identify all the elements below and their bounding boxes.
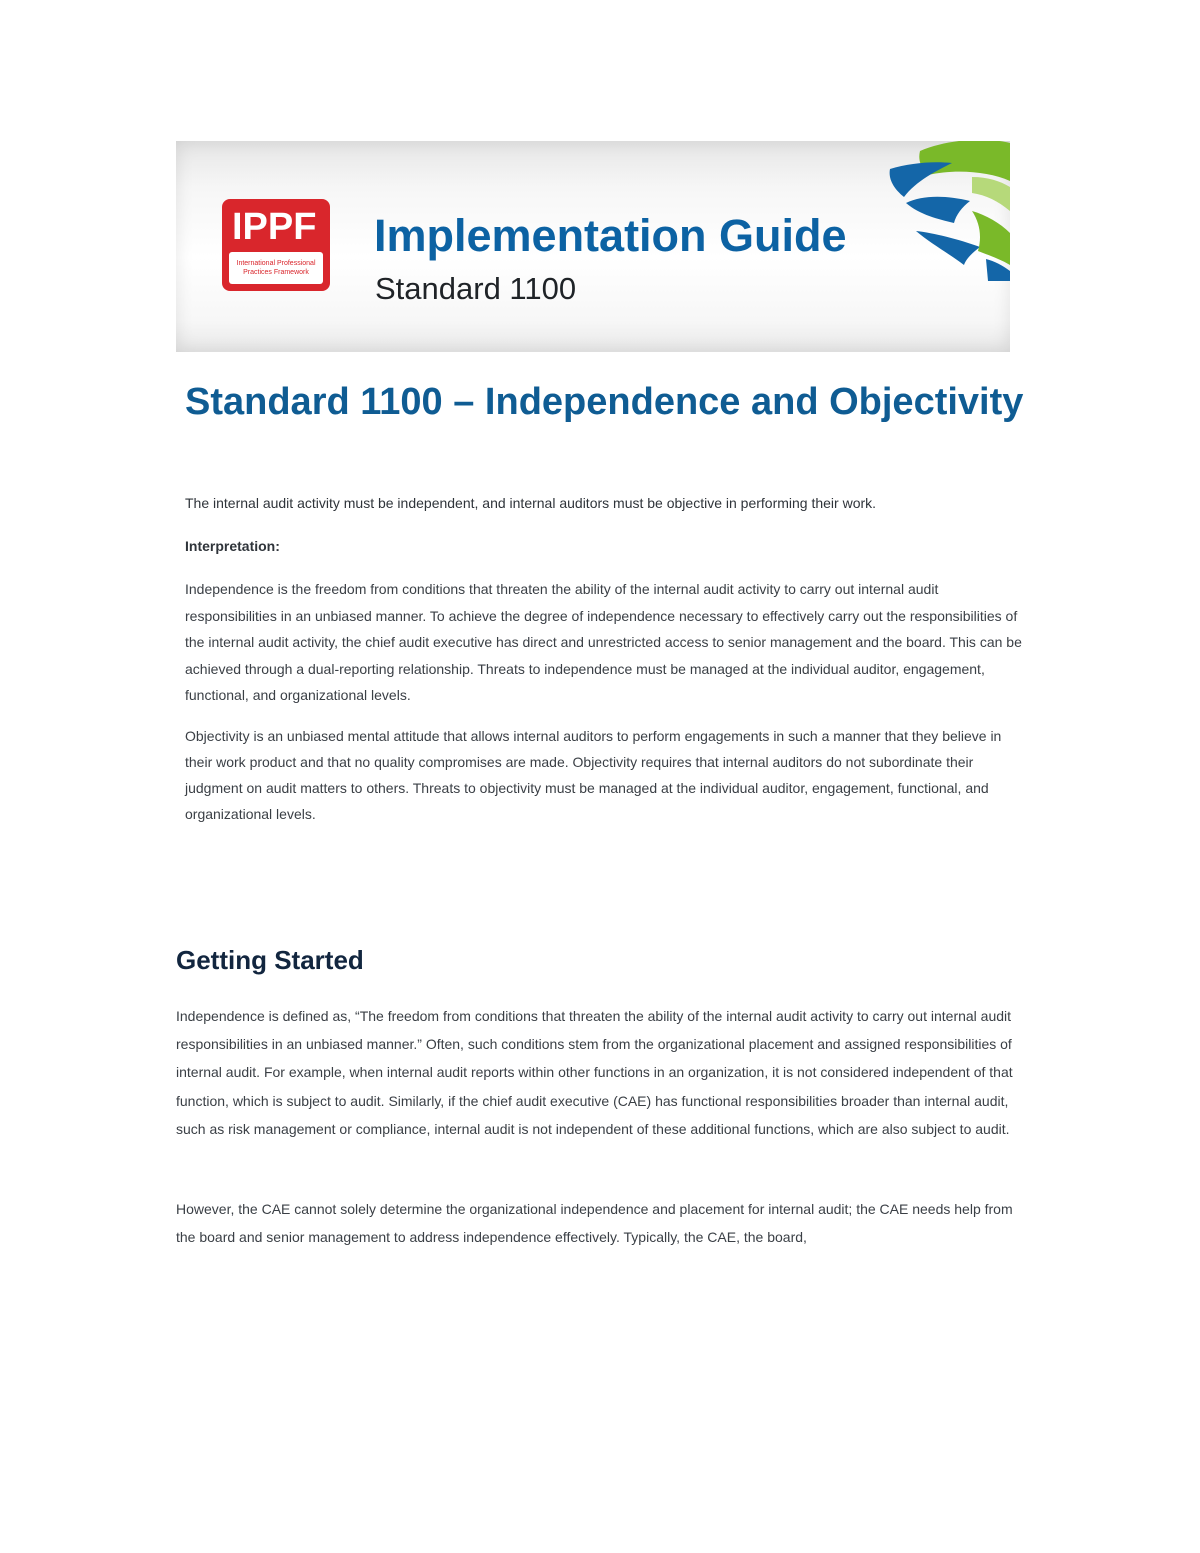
banner-title: Implementation Guide xyxy=(374,210,847,261)
header-banner xyxy=(176,141,1010,352)
blue-stripe-1-shape xyxy=(890,162,952,197)
getting-started-paragraph-1: Independence is defined as, “The freedom from conditions that threaten the ability of the internal audit activity to carry out internal audit responsibilities in an unbiased manner.” Often, such conditions stem from the organizational placement and assigned responsibilities of internal audit. For example, when internal audit reports within other functions in an organization, it is not considered independent of that function, which is subject to audit. Similarly, if the chief audit executive (CAE) has functional responsibilities broader than internal audit, such as risk management or compliance, internal audit is not independent of these additional functions, which are also subject to audit. xyxy=(176,1008,1013,1137)
ippf-logo-text: IPPF xyxy=(232,206,317,248)
standard-statement: The internal audit activity must be independent, and internal auditors must be objective in performing their work. xyxy=(185,495,877,511)
interpretation-label: Interpretation: xyxy=(185,538,280,554)
blue-stripe-3-shape xyxy=(916,231,980,265)
green-swoosh-bottom-shape xyxy=(972,211,1010,265)
blue-stripe-2-shape xyxy=(906,197,970,223)
banner-subtitle: Standard 1100 xyxy=(375,271,577,306)
green-swoosh-shape xyxy=(919,141,1010,181)
globe-swoosh-graphic xyxy=(876,141,1010,281)
interpretation-paragraph-independence: Independence is the freedom from conditions that threaten the ability of the internal audit activity to carry out internal audit responsibilities in an unbiased manner. To achieve the degree of independence necessary to effectively carry out the responsibilities of the internal audit activity, the chief audit executive has direct and unrestricted access to senior management and the board. This can be achieved through a dual-reporting relationship. Threats to independence must be managed at the individual auditor, engagement, functional, and organizational levels. xyxy=(185,581,1022,703)
ippf-logo xyxy=(222,199,330,291)
ippf-logo-tagline-box xyxy=(229,252,323,284)
getting-started-heading: Getting Started xyxy=(176,945,364,975)
getting-started-paragraph-2: However, the CAE cannot solely determine the organizational independence and placement for internal audit; the CAE needs help from the board and senior management to address independence effectively. Typically, the CAE, the board, xyxy=(176,1201,1013,1246)
standard-heading: Standard 1100 – Independence and Objectivity xyxy=(185,381,1024,423)
ippf-logo-tagline-line2: Practices Framework xyxy=(243,269,309,276)
interpretation-paragraph-objectivity: Objectivity is an unbiased mental attitude that allows internal auditors to perform engagements in such a manner that they believe in their work product and that no quality compromises are made. Objectivity requires that internal auditors do not subordinate their judgment on audit matters to others. Threats to objectivity must be managed at the individual auditor, engagement, functional, and organizational levels. xyxy=(185,728,1002,822)
ippf-logo-tagline-line1: International Professional xyxy=(236,260,316,267)
light-green-swoosh-shape xyxy=(972,177,1010,211)
